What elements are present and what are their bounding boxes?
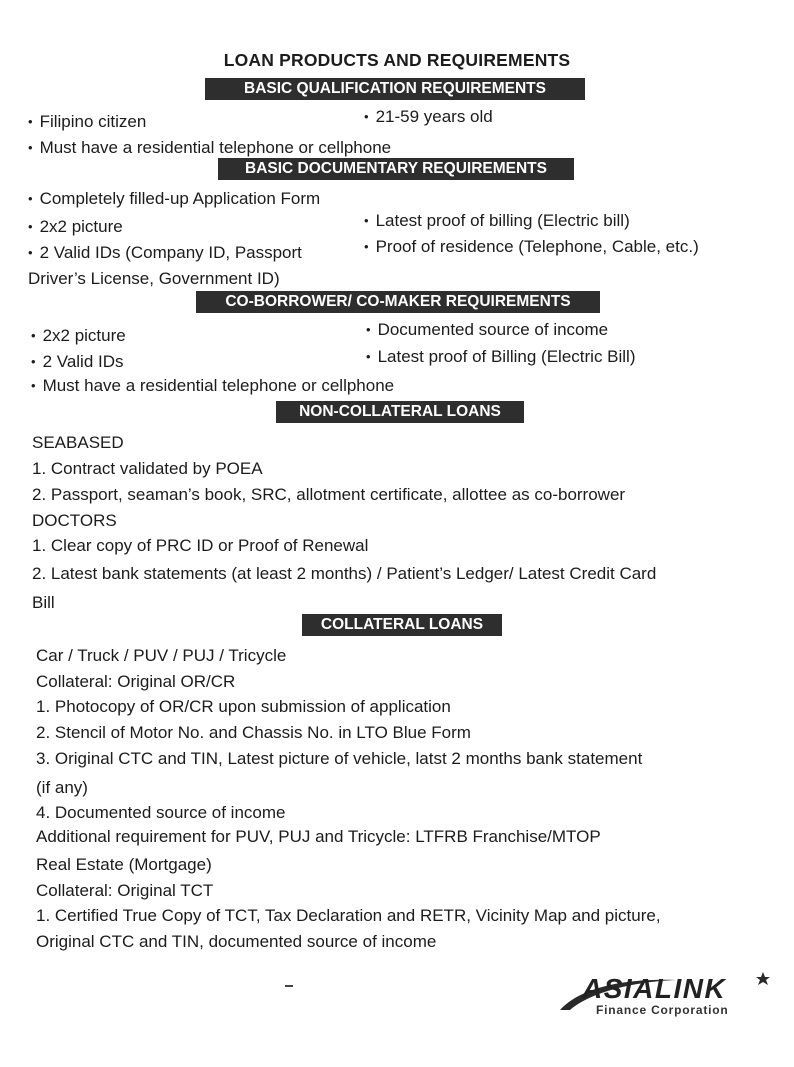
text-line: 2. Latest bank statements (at least 2 months) / Patient’s Ledger/ Latest Credit Card [32,564,657,583]
section-heading-basic-documentary: BASIC DOCUMENTARY REQUIREMENTS [218,158,574,180]
list-item: • 2 Valid IDs (Company ID, Passport [28,243,302,264]
text-line: 1. Photocopy of OR/CR upon submission of application [36,697,451,716]
text-line: Collateral: Original TCT [36,881,214,900]
text-line: 3. Original CTC and TIN, Latest picture of vehicle, latst 2 months bank statement [36,749,643,768]
logo-tagline: Finance Corporation [596,1003,729,1017]
list-item: • Must have a residential telephone or cellphone [31,376,394,397]
text-line: Real Estate (Mortgage) [36,855,212,874]
list-item: • Filipino citizen [28,112,146,133]
text-line: SEABASED [32,433,124,452]
list-item: • Documented source of income [366,320,608,341]
text-line: 1. Clear copy of PRC ID or Proof of Renewal [32,536,369,555]
section-heading-collateral: COLLATERAL LOANS [302,614,502,636]
text-line: 2. Stencil of Motor No. and Chassis No. in LTO Blue Form [36,723,471,742]
list-item-continuation: Driver’s License, Government ID) [28,269,280,288]
text-line: Original CTC and TIN, documented source of income [36,932,437,951]
list-item: • Must have a residential telephone or cellphone [28,138,391,159]
text-line: Collateral: Original OR/CR [36,672,236,691]
text-line: 4. Documented source of income [36,803,286,822]
section-heading-non-collateral: NON-COLLATERAL LOANS [276,401,524,423]
text-line: 1. Contract validated by POEA [32,459,263,478]
list-item: • Proof of residence (Telephone, Cable, etc.) [364,237,699,258]
list-item: • 2 Valid IDs [31,352,124,373]
text-line: 2. Passport, seaman’s book, SRC, allotment certificate, allottee as co-borrower [32,485,626,504]
text-line: (if any) [36,778,88,797]
stray-mark [285,985,293,987]
section-heading-basic-qualification: BASIC QUALIFICATION REQUIREMENTS [205,78,585,100]
list-item: • 21-59 years old [364,107,493,128]
page-title: LOAN PRODUCTS AND REQUIREMENTS [223,50,571,70]
logo-wordmark: ASIALINK [582,973,727,1004]
list-item: • Latest proof of billing (Electric bill) [364,211,630,232]
list-item: • Latest proof of Billing (Electric Bill) [366,347,636,368]
list-item: • 2x2 picture [31,326,126,347]
list-item: • 2x2 picture [28,217,123,238]
text-line: Car / Truck / PUV / PUJ / Tricycle [36,646,287,665]
text-line: DOCTORS [32,511,117,530]
text-line: Additional requirement for PUV, PUJ and Tricycle: LTFRB Franchise/MTOP [36,827,601,846]
section-heading-co-borrower: CO-BORROWER/ CO-MAKER REQUIREMENTS [196,291,600,313]
asialink-logo [558,970,780,1020]
text-line: 1. Certified True Copy of TCT, Tax Declaration and RETR, Vicinity Map and picture, [36,906,661,925]
text-line: Bill [32,593,55,612]
list-item: • Completely filled-up Application Form [28,189,320,210]
